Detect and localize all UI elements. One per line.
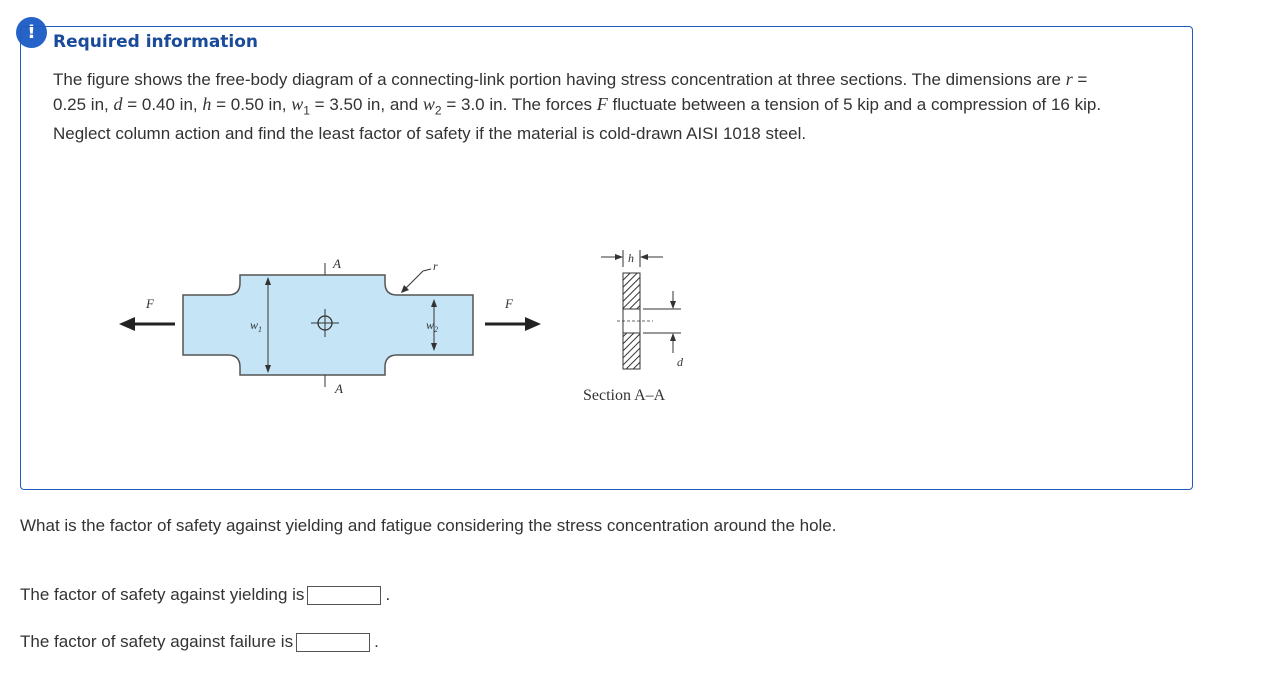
radius-leader bbox=[401, 269, 431, 293]
section-view bbox=[617, 273, 653, 369]
yield-label: The factor of safety against yielding is bbox=[20, 585, 305, 604]
yield-period: . bbox=[385, 585, 391, 604]
label-A-bottom: A bbox=[335, 381, 343, 396]
left-force-arrow bbox=[119, 317, 175, 331]
yield-answer-row bbox=[20, 585, 390, 605]
label-w1: $w_1$ bbox=[250, 318, 263, 334]
label-d: d bbox=[677, 355, 683, 369]
connecting-link-diagram bbox=[113, 245, 693, 415]
section-caption: Section A–A bbox=[583, 387, 666, 404]
label-r: r bbox=[433, 259, 438, 273]
yield-answer-input[interactable] bbox=[307, 586, 381, 605]
d-dimension bbox=[643, 291, 681, 353]
label-w2: $w_2$ bbox=[426, 318, 439, 334]
question-text: What is the factor of safety against yielding and fatigue considering the stress concentration around the hole. bbox=[20, 516, 837, 535]
alert-icon: ! bbox=[16, 17, 47, 48]
label-A-top: A bbox=[333, 256, 341, 271]
label-h: h bbox=[628, 251, 634, 265]
info-title: Required information bbox=[53, 32, 259, 52]
failure-answer-row bbox=[20, 632, 379, 652]
failure-label: The factor of safety against failure is bbox=[20, 632, 294, 651]
right-force-arrow bbox=[485, 317, 541, 331]
problem-statement: The figure shows the free-body diagram of a connecting-link portion having stress concentration at three sections. The dimensions are r = 0.25 in, d = 0.40 in, h = 0.50 in, $w_1 = 3.50$ in, and $w_2 = 3.0$ in. The forces F fluctuate between a tension of 5 kip and a compression of 16 kip. Neglect column action and find the least factor of safety if the material is cold-drawn AISI 1018 steel. bbox=[53, 69, 1102, 144]
label-F-right: F bbox=[505, 296, 513, 311]
label-F-left: F bbox=[146, 296, 154, 311]
failure-period: . bbox=[374, 632, 379, 651]
failure-answer-input[interactable] bbox=[296, 633, 370, 652]
